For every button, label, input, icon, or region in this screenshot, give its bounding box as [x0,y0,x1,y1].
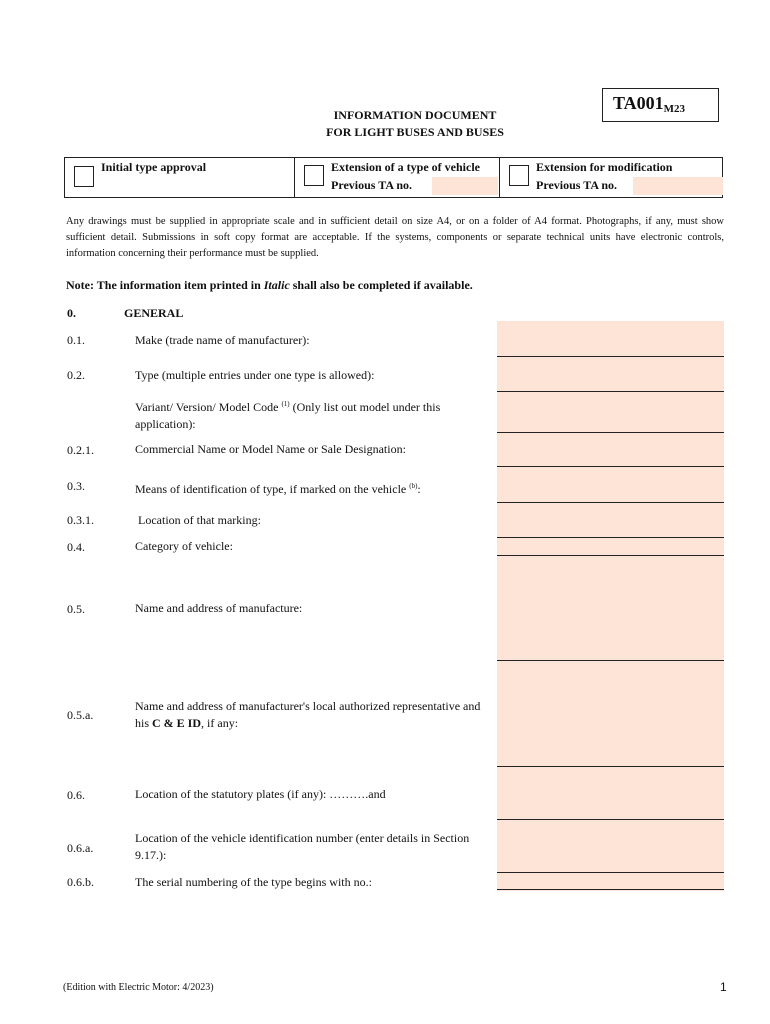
item-number: 0.6.b. [67,875,94,889]
answer-line-0-1 [497,356,724,357]
answer-line-0-5-a [497,766,724,767]
page-number: 1 [720,980,727,994]
item-number: 0.2. [67,368,85,382]
extension-modification-cell [499,158,722,197]
form-code-box [602,88,719,122]
form-code-subscript: M23 [663,103,686,115]
approval-type-table [64,157,723,198]
item-label: Commercial Name or Model Name or Sale Designation: [135,442,406,456]
item-number: 0.6.a. [67,841,94,855]
note-italic-word: Italic [263,278,290,292]
note-suffix: shall also be completed if available. [289,278,473,292]
item-number: 0.5. [67,602,85,616]
footer-edition: (Edition with Electric Motor: 4/2023) [63,982,214,993]
item-text: Variant/ Version/ Model Code [135,400,282,414]
item-text: Means of identification of type, if marked on the vehicle [135,482,410,496]
note-line [66,278,473,293]
answer-line-variant [497,432,724,433]
note-prefix: Note: The information item printed in [66,278,264,292]
extension-type-label: Extension of a type of vehicle [331,160,480,174]
item-text: , if any: [201,716,239,730]
answer-line-0-2-1 [497,466,724,467]
item-label: Name and address of manufacture: [135,601,303,615]
section-title: GENERAL [124,306,184,320]
answer-line-0-6-b [497,889,724,890]
item-label-identification [135,478,495,498]
item-number: 0.6. [67,788,85,802]
item-label-representative [135,698,490,732]
item-label: The serial numbering of the type begins with no.: [135,875,372,889]
item-label: Location of the vehicle identification number (enter details in Section 9.17.): [135,831,470,862]
extension-modification-label: Extension for modification [536,160,673,174]
initial-approval-checkbox[interactable] [74,166,94,187]
document-title-line2: FOR LIGHT BUSES AND BUSES [326,125,504,139]
item-number: 0.4. [67,540,85,554]
extension-type-cell [294,158,499,197]
item-label: Type (multiple entries under one type is allowed): [135,368,375,382]
item-number: 0.3.1. [67,513,94,527]
initial-approval-label: Initial type approval [101,160,207,174]
extension-modification-previous-ta-label: Previous TA no. [536,178,618,192]
initial-approval-cell [65,158,294,197]
item-number: 0.1. [67,333,85,347]
extension-type-checkbox[interactable] [304,165,324,186]
answer-column[interactable] [497,321,724,891]
item-bold-text: C & E ID [152,716,202,730]
document-title-line1: INFORMATION DOCUMENT [333,108,497,122]
item-number: 0.3. [67,479,85,493]
form-code: TA001 [613,93,664,113]
section-number: 0. [67,306,76,320]
extension-type-previous-ta-field[interactable] [432,177,498,195]
extension-type-previous-ta-label: Previous TA no. [331,178,413,192]
answer-line-0-6 [497,819,724,820]
item-label: Category of vehicle: [135,539,233,553]
answer-line-0-3-1 [497,537,724,538]
extension-modification-checkbox[interactable] [509,165,529,186]
item-label: Location of that marking: [135,513,261,527]
answer-line-0-6-a [497,872,724,873]
item-label: Location of the statutory plates (if any): ……….and [135,787,386,801]
item-label-variant [135,396,480,433]
item-number: 0.2.1. [67,443,94,457]
answer-line-0-2 [497,391,724,392]
answer-line-0-5 [497,660,724,661]
intro-paragraph: Any drawings must be supplied in appropriate scale and in sufficient detail on size A4, or on a folder of A4 format. Photographs, if any, must show sufficient detail. Submissions in soft copy format are acceptable. If the systems, components or separate technical units have electronic controls, information concerning their performance must be supplied. [66,216,724,259]
answer-line-0-3 [497,502,724,503]
item-label: Make (trade name of manufacturer): [135,333,310,347]
item-text: (Only list out model under this application): [135,400,441,431]
footnote-ref: (b) [409,482,418,490]
extension-modification-previous-ta-field[interactable] [633,177,723,195]
footnote-ref: (1) [281,400,290,408]
item-number: 0.5.a. [67,708,94,722]
item-text: Name and address of manufacturer's local authorized representative and his [135,699,481,730]
item-text: : [417,482,421,496]
answer-line-0-4 [497,555,724,556]
